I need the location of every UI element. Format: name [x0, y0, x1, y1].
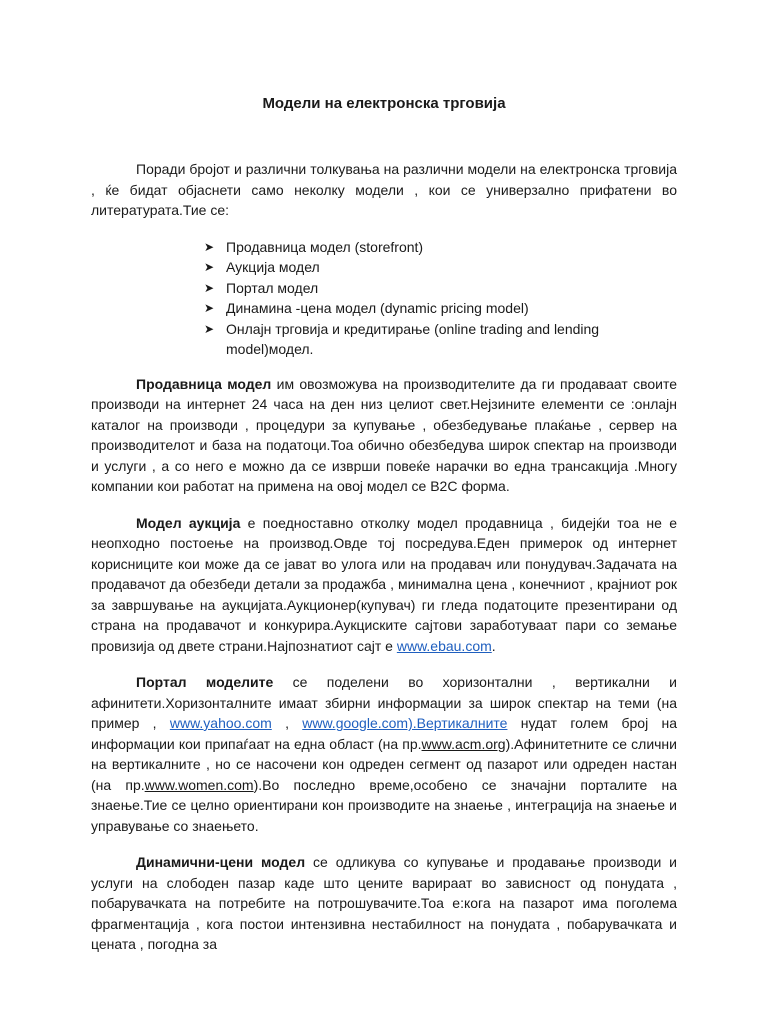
auction-heading: Модел аукција — [136, 514, 241, 531]
auction-paragraph: Модел аукција е поедноставно отколку модел продавница , бидејќи тоа не е неопходно постоење на производ.Овде тој посредува.Еден примерок од интернет корисниците кои може да се јават во улога или на продавач или понудувач.Задачата на продавачот да обезбеди детали за продажба , минимална цена , конечниот , крајниот рок за завршување на аукцијата.Аукционер(купувач) ги гледа податоците презентирани од страна на продавачот и конкурира.Аукциските сајтови заработуваат пари со земање провизија од двете страни.Најпознатиот сајт е www.ebau.com. — [91, 514, 678, 654]
portal-paragraph: Портал моделите се поделени во хоризонтални , вертикални и афинитети.Хоризонталните имаат збирни информации за широк спектар на теми (на пример , www.yahoo.com , www.google.com).Вертикалните нудат голем број на информации кои припаѓаат на една област (на пр.www.acm.org).Афинитетните се слични на вертикалните , но се насочени кон одреден сегмент од пазарот или одреден настан (на пр.www.women.com).Во последно време,особено се значајни порталите на знаење.Тие се целно ориентирани кон производите на знаење , интеграција на знаење и управување со знаењето. — [91, 674, 678, 834]
dynamic-pricing-heading: Динамични-цени модел — [136, 854, 306, 870]
list-item: ➤ Продавница модел (storefront) — [204, 237, 677, 258]
intro-paragraph — [91, 159, 677, 221]
ebau-link[interactable]: www.ebau.com — [396, 637, 492, 654]
intro-text: Поради бројот и различни толкувања на различни модели на електронска трговија , ќе бидат објаснети само неколку модели , кои се универзално прифатени во литературата.Тие се: — [91, 161, 677, 218]
arrow-bullet-icon: ➤ — [204, 260, 215, 274]
dynamic-pricing-paragraph: Динамични-цени модел се одликува со купување и продавање производи и услуги на слободен пазар каде што цените варираат во зависност од понудата , побарувачката на потребите на потрошувачите.Тоа е:кога на пазарот има поголема фрагментација , кога постои интензивна нестабилност на понудата , побарувачката и цената , погодна за — [91, 854, 677, 952]
list-item: ➤ Динамина -цена модел (dynamic pricing model) — [204, 298, 677, 319]
storefront-heading: Продавница модел — [136, 375, 272, 392]
women-link[interactable]: www.women.com — [144, 776, 254, 793]
yahoo-link[interactable]: www.yahoo.com — [169, 715, 272, 731]
storefront-paragraph: Продавница модел им овозможува на производителите да ги продаваат своите производи на интернет 24 часа на ден низ целиот свет.Нејзините елементи се :онлајн каталог на производи , процедури за купување , обезбедување плаќање , сервер на производителот и база на податоци.Тоа обично обезбедува широк спектар на производи и услуги , а со него е можно да се изврши повеќе нарачки во една трансакција .Многу компании кои работат на примена на овој модел се B2C форма. — [91, 375, 677, 494]
list-item: ➤ Аукција модел — [204, 257, 677, 278]
list-item: ➤ Портал модел — [204, 278, 677, 299]
arrow-bullet-icon: ➤ — [204, 321, 215, 336]
google-link[interactable]: www.google.com).Вертикалните — [302, 715, 508, 731]
arrow-bullet-icon: ➤ — [204, 239, 215, 254]
list-item: ➤ Онлајн трговија и кредитирање (online trading and lending model)модел. — [204, 320, 600, 357]
portal-heading: Портал моделите — [136, 674, 274, 690]
acm-link[interactable]: www.acm.org — [421, 735, 506, 752]
document-title: Модели на електронска трговија — [262, 95, 506, 112]
arrow-bullet-icon: ➤ — [204, 301, 215, 315]
model-list — [91, 237, 677, 360]
arrow-bullet-icon: ➤ — [204, 280, 215, 295]
